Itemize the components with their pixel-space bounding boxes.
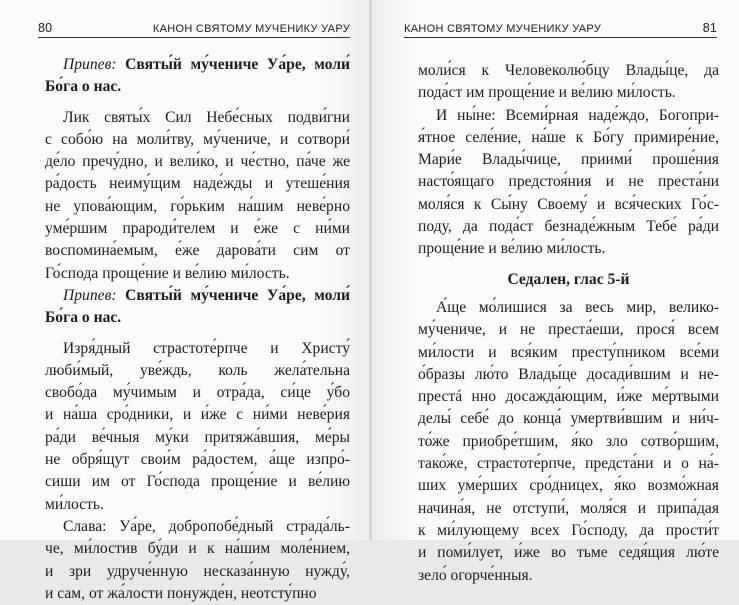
refrain-text: Святы́й му́чениче Уа́ре, моли́ — [125, 56, 350, 73]
refrain-text: Святы́й му́чениче Уа́ре, моли́ — [125, 286, 350, 304]
text-line: начина́я, не отступи́, моля́ся и припа́дая — [418, 499, 719, 517]
text-line: уме́ршим прароди́телем и е́же с ни́ми — [45, 220, 350, 238]
text-line: и сам, от жа́лости понужде́н, неотсту́пно — [45, 584, 317, 602]
text-line: моли́ся к Человеколю́бцу Влады́це, да — [418, 62, 719, 79]
section-heading: Седален, глас 5-й — [507, 270, 630, 288]
text-line — [45, 54, 350, 76]
text-line: зело́ огорче́нныя. — [418, 566, 533, 584]
text-line: и поми́лует, и́же во тьме седя́щия лю́те — [418, 544, 719, 562]
text-line: сиши им от Го́спода проще́ние и ве́лию — [45, 473, 350, 491]
text-line: ми́лости и вся́ким престу́пником все́ми — [418, 343, 719, 361]
text-line: с собо́ю на моли́тву, му́чениче, и сотвори́ — [45, 130, 350, 148]
text-line: ра́ди ве́чныя му́ки притяжа́вшия, ме́ры — [45, 428, 350, 446]
text-line: делы́ себе́ до конца́ умертви́вшим и ни́ч- — [418, 410, 719, 428]
text-line: тако́же, страстоте́рпче, предста́ни и о на́- — [418, 455, 719, 473]
paragraph — [418, 297, 719, 587]
text-line: ших уме́рших сро́дницех, я́ко возмо́жная — [418, 477, 719, 495]
left-page-text — [45, 54, 350, 605]
text-line: поду, да пода́ст безнаде́жным Тебе́ ра́ди — [418, 218, 719, 236]
text-line: насто́ящаго предстоя́ния и не преста́ни — [418, 173, 719, 191]
page-number-left: 80 — [38, 21, 53, 35]
text-line — [45, 307, 350, 329]
text-line: Лик святы́х Сил Небе́сных подви́гни — [63, 108, 350, 126]
text-line: Мари́е Влады́чице, приими́ проше́ния — [418, 151, 719, 169]
right-page-text — [418, 60, 719, 587]
text-line: Слава: Уа́ре, добропобе́дный страда́ль- — [63, 517, 350, 535]
running-head-title-right: КАНОН СВЯТОМУ МУЧЕНИКУ УАРУ — [404, 23, 602, 35]
refrain-block — [45, 285, 350, 330]
right-running-head — [404, 14, 717, 38]
right-page — [372, 0, 739, 584]
page-number-right: 81 — [702, 21, 717, 35]
text-line: проще́ние и ве́лию ми́лость. — [418, 240, 606, 258]
text-line — [45, 76, 350, 98]
spacer — [45, 99, 350, 107]
text-line: де́ло пречу́дно, и вели́ко, и че́стно, па́че же — [45, 153, 350, 171]
refrain-label: Припев: — [63, 56, 117, 73]
text-line: не обря́щут свои́м ра́достем, а́ще изпро́- — [45, 451, 350, 469]
text-line: я́тное селе́ние, на́ше к Бо́гу примире́ние, — [418, 128, 719, 146]
text-line: Го́спода проще́ние и ве́лию ми́лость. — [45, 264, 290, 282]
text-line: Изря́дный страстоте́рпче и Христу́ — [63, 339, 350, 357]
text-line: И ны́не: Всеми́рная наде́ждо, Богопри- — [436, 106, 719, 124]
text-line: о́бразы лю́то Влады́це досади́вшим и не- — [418, 365, 719, 383]
refrain-label: Припев: — [63, 286, 117, 304]
spacer — [45, 330, 350, 338]
text-line: то́же приобре́тшим, я́ко зло сотво́ршим, — [418, 432, 719, 450]
text-line: ра́дость неиму́щим наде́жды и утеше́ния — [45, 175, 350, 193]
text-line: престá нно досажда́ющим, и́же ме́ртвыми — [418, 388, 719, 406]
running-head-title-left: КАНОН СВЯТОМУ МУЧЕНИКУ УАРУ — [152, 23, 350, 35]
text-line: А́ще мо́лишися за весь мир, велико- — [436, 298, 719, 316]
text-line: и зри удруче́нную несказа́нную нужду́, — [45, 562, 350, 580]
left-running-head — [38, 14, 350, 38]
text-line: и на́ша сро́дники, и и́же с ни́ми неве́рия — [45, 406, 350, 424]
text-line: воспомина́емым, е́же дарова́ти сим от — [45, 242, 350, 260]
text-line: му́чениче, и не преста́еши, прося́ всем — [418, 321, 719, 339]
text-line: ми́лость. — [45, 495, 104, 513]
paragraph — [418, 105, 719, 261]
refrain-block — [45, 54, 350, 99]
text-line: не упова́ющим, го́рьким на́шим неве́рно — [45, 197, 350, 215]
paragraph — [45, 516, 350, 605]
text-line: моля́ся к Сы́ну Своему́ и вся́ческих Го́с- — [418, 195, 719, 213]
text-line: свобо́да му́чимым и отра́да, си́це у́бо — [45, 384, 350, 402]
text-line: к ми́лующему всех Го́споду, да прости́т — [418, 521, 719, 539]
paragraph — [418, 60, 719, 105]
paragraph — [45, 338, 350, 516]
paragraph — [45, 107, 350, 285]
text-line: люби́мый, уве́ждь, коль жела́тельна — [45, 361, 350, 379]
refrain-text: Бо́га о нас. — [45, 78, 122, 96]
refrain-text: Бо́га о нас. — [45, 309, 122, 327]
text-line: пода́ст им проще́ние и ве́лию ми́лость. — [418, 84, 676, 102]
text-line: че, ми́лостив бу́ди и к на́шим моле́нием, — [45, 540, 350, 558]
text-line — [45, 285, 350, 307]
